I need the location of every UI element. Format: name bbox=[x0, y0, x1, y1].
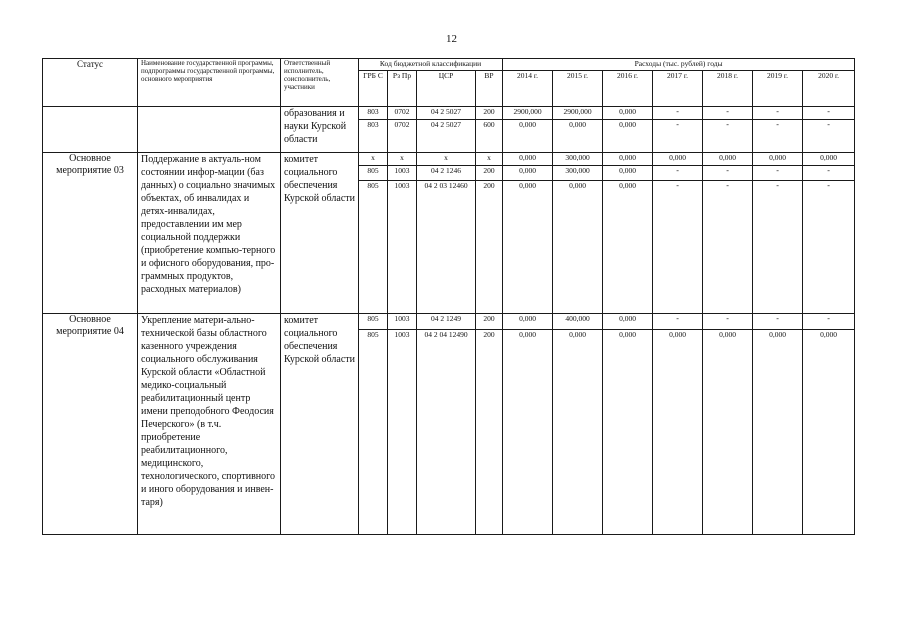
row-name: Поддержание в актуаль-ном состоянии инфор-мации (баз данных) о социально значимых объектах, об инвалидах и детях-инвалидах, предоставлении им мер социальной поддержки (приобретение компью-терного и офисного оборудования, про-граммных продуктов, расходных материалов) bbox=[138, 153, 281, 314]
row-status: Основное мероприятие 03 bbox=[43, 153, 138, 314]
cell-expense: 400,000 bbox=[553, 314, 603, 330]
page-number: 12 bbox=[446, 33, 457, 45]
cell-expense: - bbox=[803, 314, 855, 330]
row-status: Основное мероприятие 04 bbox=[43, 314, 138, 535]
cell-rzpr: 1003 bbox=[388, 166, 417, 181]
cell-expense: 0,000 bbox=[503, 181, 553, 314]
cell-expense: - bbox=[653, 314, 703, 330]
cell-grbs: 803 bbox=[359, 107, 388, 120]
cell-expense: 0,000 bbox=[553, 181, 603, 314]
header-year: 2019 г. bbox=[753, 71, 803, 107]
cell-expense: 0,000 bbox=[603, 314, 653, 330]
cell-vr: 200 bbox=[476, 107, 503, 120]
cell-expense: 0,000 bbox=[553, 120, 603, 153]
cell-grbs: 805 bbox=[359, 166, 388, 181]
cell-expense: 0,000 bbox=[653, 330, 703, 535]
cell-expense: - bbox=[753, 181, 803, 314]
cell-expense: 0,000 bbox=[503, 166, 553, 181]
cell-expense: 0,000 bbox=[553, 330, 603, 535]
cell-expense: 0,000 bbox=[803, 330, 855, 535]
cell-vr: 200 bbox=[476, 166, 503, 181]
table-row bbox=[43, 314, 855, 330]
cell-csr: 04 2 1249 bbox=[417, 314, 476, 330]
cell-rzpr: 1003 bbox=[388, 181, 417, 314]
cell-vr: 200 bbox=[476, 181, 503, 314]
header-year: 2020 г. bbox=[803, 71, 855, 107]
cell-rzpr: 0702 bbox=[388, 107, 417, 120]
cell-expense: - bbox=[703, 107, 753, 120]
cell-csr: 04 2 04 12490 bbox=[417, 330, 476, 535]
header-vr: ВР bbox=[476, 71, 503, 107]
cell-expense: - bbox=[803, 120, 855, 153]
cell-expense: - bbox=[753, 314, 803, 330]
cell-expense: 2900,000 bbox=[503, 107, 553, 120]
cell-expense: 0,000 bbox=[753, 330, 803, 535]
cell-expense: 0,000 bbox=[503, 314, 553, 330]
row-name: Укрепление матери-ально-технической базы областного казенного учреждения социального обслуживания Курской области «Областной медико-социальный реабилитационный центр имени преподобного Феодосия Печерского» (в т.ч. приобретение реабилитационного, медицинского, технологического, спортивного и иного оборудования и инвен-таря) bbox=[138, 314, 281, 535]
cell-expense: 0,000 bbox=[653, 153, 703, 166]
cell-expense: - bbox=[803, 181, 855, 314]
cell-expense: - bbox=[753, 166, 803, 181]
cell-vr: х bbox=[476, 153, 503, 166]
cell-expense: 0,000 bbox=[603, 120, 653, 153]
cell-expense: - bbox=[703, 181, 753, 314]
cell-expense: - bbox=[653, 166, 703, 181]
cell-expense: - bbox=[753, 107, 803, 120]
header-expenses: Расходы (тыс. рублей) годы bbox=[503, 59, 855, 71]
cell-vr: 600 bbox=[476, 120, 503, 153]
cell-expense: - bbox=[653, 107, 703, 120]
budget-table bbox=[42, 58, 855, 535]
cell-rzpr: 1003 bbox=[388, 314, 417, 330]
table-row bbox=[43, 107, 855, 120]
cell-expense: - bbox=[703, 120, 753, 153]
cell-csr: 04 2 03 12460 bbox=[417, 181, 476, 314]
cell-expense: 300,000 bbox=[553, 153, 603, 166]
cell-vr: 200 bbox=[476, 314, 503, 330]
header-year: 2014 г. bbox=[503, 71, 553, 107]
cell-expense: 2900,000 bbox=[553, 107, 603, 120]
cell-expense: 0,000 bbox=[503, 153, 553, 166]
cell-expense: - bbox=[803, 166, 855, 181]
cell-expense: 0,000 bbox=[753, 153, 803, 166]
header-year: 2016 г. bbox=[603, 71, 653, 107]
cell-csr: 04 2 5027 bbox=[417, 107, 476, 120]
header-status: Статус bbox=[43, 59, 138, 107]
cell-expense: - bbox=[803, 107, 855, 120]
cell-expense: 0,000 bbox=[703, 330, 753, 535]
row-name bbox=[138, 107, 281, 153]
cell-expense: 0,000 bbox=[503, 120, 553, 153]
header-year: 2015 г. bbox=[553, 71, 603, 107]
cell-expense: 0,000 bbox=[603, 107, 653, 120]
header-responsible: Ответственный исполнитель, соисполнитель, участники bbox=[281, 59, 359, 107]
header-year: 2018 г. bbox=[703, 71, 753, 107]
table-row bbox=[43, 153, 855, 166]
header-rzpr: Рз Пр bbox=[388, 71, 417, 107]
cell-expense: - bbox=[703, 314, 753, 330]
row-status bbox=[43, 107, 138, 153]
cell-csr: х bbox=[417, 153, 476, 166]
cell-expense: 0,000 bbox=[703, 153, 753, 166]
header-year: 2017 г. bbox=[653, 71, 703, 107]
cell-expense: - bbox=[653, 120, 703, 153]
header-row-1 bbox=[43, 59, 855, 71]
row-responsible: комитет социального обеспечения Курской области bbox=[281, 314, 359, 535]
cell-expense: 0,000 bbox=[603, 330, 653, 535]
cell-rzpr: х bbox=[388, 153, 417, 166]
header-grbs: ГРБ С bbox=[359, 71, 388, 107]
cell-csr: 04 2 5027 bbox=[417, 120, 476, 153]
cell-expense: 300,000 bbox=[553, 166, 603, 181]
cell-expense: 0,000 bbox=[603, 166, 653, 181]
cell-expense: 0,000 bbox=[603, 153, 653, 166]
header-budget-code: Код бюджетной классификации bbox=[359, 59, 503, 71]
row-responsible: комитет социального обеспечения Курской области bbox=[281, 153, 359, 314]
header-csr: ЦСР bbox=[417, 71, 476, 107]
cell-vr: 200 bbox=[476, 330, 503, 535]
header-name: Наименование государственной программы, подпрограммы государственной программы, основного мероприятия bbox=[138, 59, 281, 107]
cell-grbs: 805 bbox=[359, 314, 388, 330]
row-responsible: образования и науки Курской области bbox=[281, 107, 359, 153]
cell-rzpr: 0702 bbox=[388, 120, 417, 153]
cell-grbs: 805 bbox=[359, 330, 388, 535]
cell-csr: 04 2 1246 bbox=[417, 166, 476, 181]
cell-expense: - bbox=[653, 181, 703, 314]
cell-expense: - bbox=[753, 120, 803, 153]
cell-expense: 0,000 bbox=[803, 153, 855, 166]
cell-expense: 0,000 bbox=[603, 181, 653, 314]
cell-grbs: 803 bbox=[359, 120, 388, 153]
cell-grbs: 805 bbox=[359, 181, 388, 314]
cell-expense: 0,000 bbox=[503, 330, 553, 535]
cell-grbs: х bbox=[359, 153, 388, 166]
cell-rzpr: 1003 bbox=[388, 330, 417, 535]
cell-expense: - bbox=[703, 166, 753, 181]
